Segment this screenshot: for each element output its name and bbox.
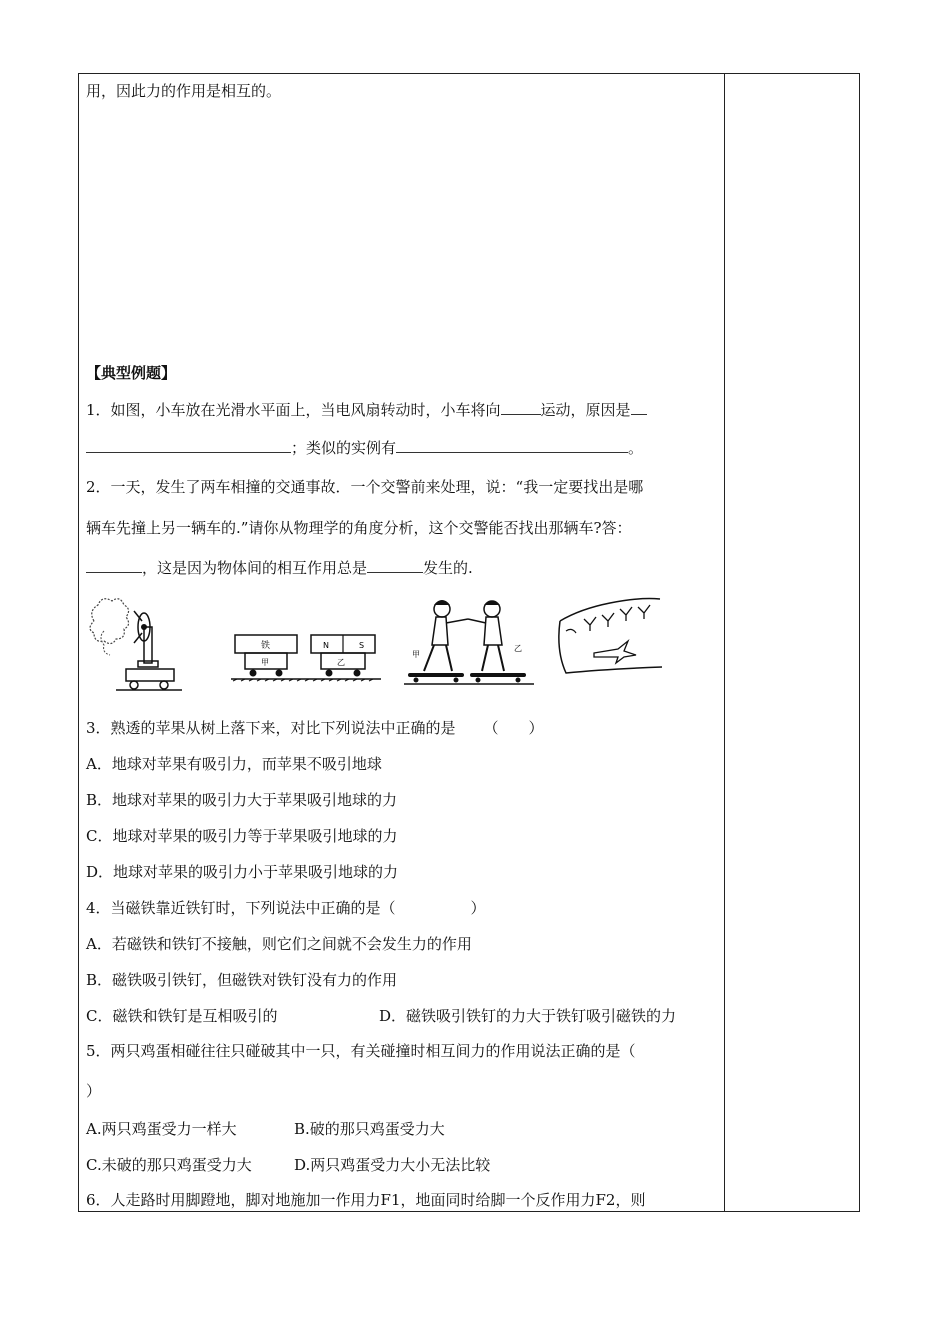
- q5-option-b: B.破的那只鸡蛋受力大: [294, 1120, 445, 1138]
- q4-option-d: D．磁铁吸引铁钉的力大于铁钉吸引磁铁的力: [379, 1007, 677, 1025]
- fig3-label-jia: 甲: [412, 650, 420, 659]
- q3-option-c: C．地球对苹果的吸引力等于苹果吸引地球的力: [86, 827, 398, 845]
- q4-option-cd: [86, 1006, 676, 1026]
- q5-option-cd: [86, 1155, 490, 1175]
- q4-option-c: C．磁铁和铁钉是互相吸引的: [86, 1007, 278, 1025]
- bird-strike-figure: [554, 591, 664, 691]
- q2-blank-reason: [367, 558, 423, 573]
- fig2-label-s: S: [359, 641, 365, 650]
- figure-row: [86, 591, 716, 691]
- column-divider: [724, 73, 725, 1212]
- q5-stem: 5．两只鸡蛋相碰往往只碰破其中一只，有关碰撞时相互间力的作用说法正确的是（: [86, 1042, 636, 1060]
- q1-blank-example: [396, 438, 628, 453]
- magnet-carts-figure: [231, 591, 381, 691]
- q5-option-ab: [86, 1119, 445, 1139]
- q3-option-a: A．地球对苹果有吸引力，而苹果不吸引地球: [86, 755, 382, 773]
- q2-line1: 2．一天，发生了两车相撞的交通事故．一个交警前来处理，说：“我一定要找出是哪: [86, 478, 644, 496]
- intro-line: 用，因此力的作用是相互的。: [86, 82, 282, 100]
- q1-text-c: ；类似的实例有: [291, 439, 397, 457]
- q1-text-d: 。: [628, 439, 644, 457]
- q1-blank-direction: [501, 400, 541, 415]
- skaters-pushing-figure: [404, 591, 534, 691]
- q4-stem: 4．当磁铁靠近铁钉时，下列说法中正确的是（ ）: [86, 899, 486, 917]
- q1-line2: [86, 438, 643, 458]
- q2-line3: [86, 558, 473, 578]
- fig2-label-n: N: [323, 641, 329, 650]
- q3-paren: （ ）: [483, 719, 544, 737]
- q1-line1: [86, 400, 647, 420]
- q5-option-c: C.未破的那只鸡蛋受力大: [86, 1156, 252, 1174]
- q5-option-a: A.两只鸡蛋受力一样大: [86, 1120, 237, 1138]
- q1-blank-reason-start: [631, 400, 647, 415]
- q4-option-a: A．若磁铁和铁钉不接触，则它们之间就不会发生力的作用: [86, 935, 472, 953]
- fig2-label-iron: 铁: [261, 641, 271, 651]
- q2-line2: 辆车先撞上另一辆车的.”请你从物理学的角度分析，这个交警能否找出那辆车?答：: [86, 519, 632, 537]
- q6-stem: 6．人走路时用脚蹬地，脚对地施加一作用力F1，地面同时给脚一个反作用力F2，则: [86, 1191, 646, 1209]
- q2-blank-answer: [86, 558, 142, 573]
- q2-text-a: ，这是因为物体间的相互作用总是: [142, 559, 368, 577]
- q3-option-d: D．地球对苹果的吸引力小于苹果吸引地球的力: [86, 863, 399, 881]
- q5-stem-end: ）: [86, 1082, 102, 1100]
- q5-option-d: D.两只鸡蛋受力大小无法比较: [294, 1156, 491, 1174]
- q1-text-a: 1．如图，小车放在光滑水平面上，当电风扇转动时，小车将向: [86, 401, 501, 419]
- q3-option-b: B．地球对苹果的吸引力大于苹果吸引地球的力: [86, 791, 398, 809]
- q2-text-b: 发生的.: [423, 559, 473, 577]
- q3-stem-text: 3．熟透的苹果从树上落下来，对比下列说法中正确的是: [86, 719, 456, 737]
- q3-stem: [86, 718, 544, 738]
- q4-option-b: B．磁铁吸引铁钉，但磁铁对铁钉没有力的作用: [86, 971, 398, 989]
- fig2-label-yi: 乙: [337, 658, 345, 667]
- fig2-label-jia: 甲: [261, 658, 269, 667]
- fan-cart-figure: [86, 591, 186, 691]
- q1-text-b: 运动，原因是: [540, 401, 631, 419]
- section-title: 【典型例题】: [86, 364, 177, 382]
- q1-blank-reason: [86, 438, 291, 453]
- fig3-label-yi: 乙: [514, 644, 522, 653]
